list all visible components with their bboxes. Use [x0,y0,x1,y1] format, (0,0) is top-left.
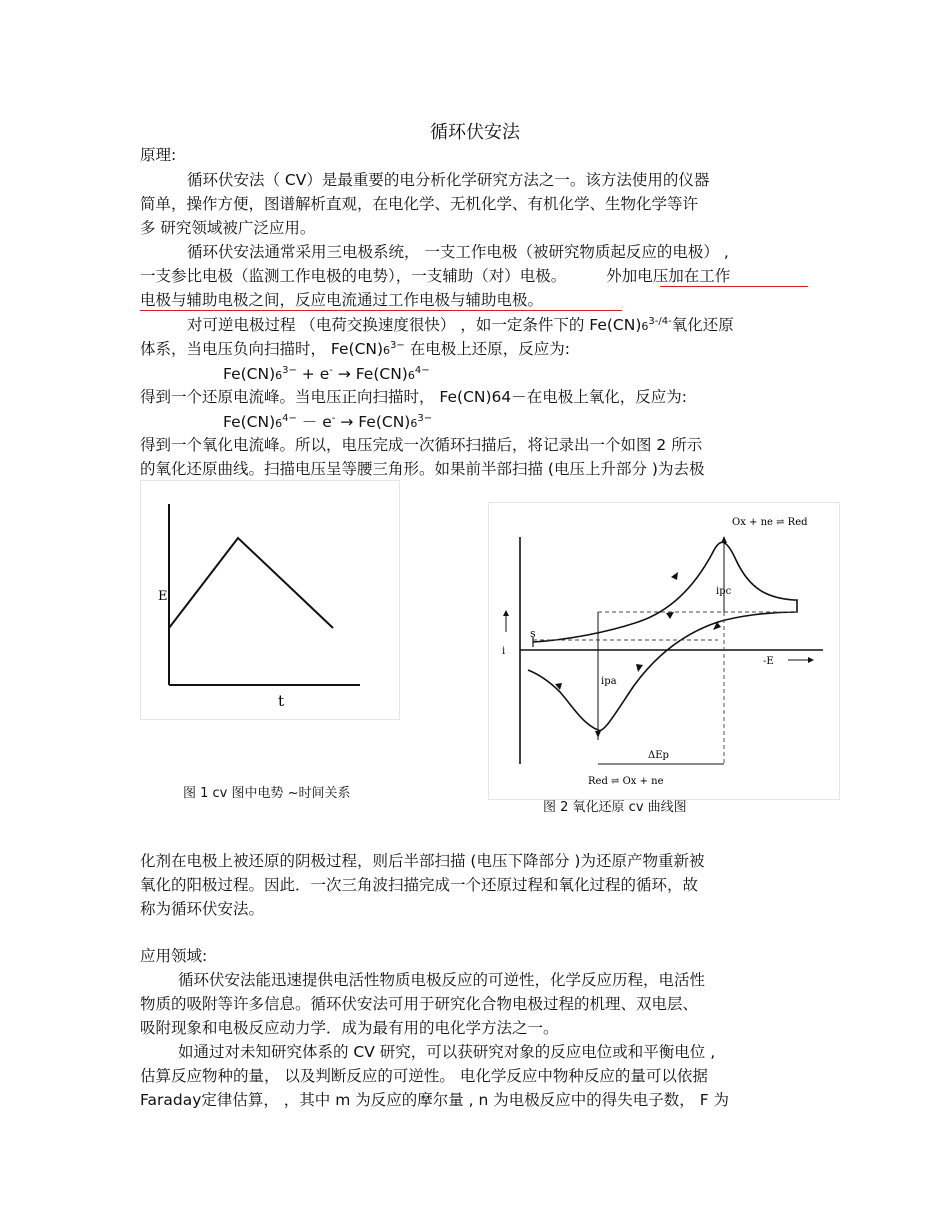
paragraph-line [140,266,730,286]
page-title: 循环伏安法 [430,122,520,143]
equation-reduction [223,364,430,386]
paragraph-line: 的氧化还原曲线。扫描电压呈等腰三角形。如果前半部扫描 (电压上升部分 )为去极 [140,460,705,478]
axis-label-e: E [158,589,168,604]
eq-text: － e [296,413,332,431]
eq-text: → Fe(CN) [335,413,411,431]
superscript: 3− [390,339,405,351]
paragraph-line: Faraday定律估算， ，其中 m 为反应的摩尔量 , n 为电极反应中的得失电子数， F 为 [140,1091,730,1109]
paragraph-line: 吸附现象和电极反应动力学．成为最有用的电化学方法之一。 [140,1019,559,1037]
peak-label-ipa: ipa [601,676,617,687]
subscript: 6 [641,320,649,333]
section-heading-principle: 原理: [140,146,177,164]
figure-1-caption: 图 1 cv 图中电势 ~时间关系 [183,786,351,801]
axis-label-i: i [502,646,506,657]
paragraph-text: 对可逆电极过程 （电荷交换速度很快） ，如一定条件下的 Fe(CN) [187,316,642,334]
start-label-s: s [530,627,536,640]
superscript: 3− [282,364,297,376]
paragraph-text: 在电极上还原，反应为: [404,340,570,358]
figure-2-caption: 图 2 氧化还原 cv 曲线图 [543,800,687,815]
paragraph-line: 简单，操作方便，图谱解析直观，在电化学、无机化学、有机化学、生物化学等许 [140,195,699,213]
paragraph-line: 得到一个氧化电流峰。所以，电压完成一次循环扫描后，将记录出一个如图 2 所示 [140,436,703,454]
triangle-waveform [169,538,333,628]
subscript: 6 [383,344,391,357]
paragraph-line: 物质的吸附等许多信息。循环伏安法可用于研究化合物电极过程的机理、双电层、 [140,995,699,1013]
figure-1-potential-time [140,480,400,720]
reaction-label-top: Ox + ne ⇌ Red [732,517,808,528]
superscript: - [331,412,336,424]
superscript: 3-/4- [648,315,672,327]
paragraph-line: 循环伏安法（ CV）是最重要的电分析化学研究方法之一。该方法使用的仪器 [187,171,710,189]
peak-label-ipc: ipc [716,586,732,597]
paragraph-line: 称为循环伏安法。 [140,900,265,918]
superscript: 3− [417,412,433,424]
equation-oxidation [223,412,432,434]
subscript: 6 [275,417,283,430]
paragraph-text: 一支参比电极（监测工作电极的电势），一支辅助（对）电极。 [140,267,567,285]
red-underline [660,286,808,287]
paragraph-line: 多 研究领域被广泛应用。 [140,219,316,237]
figure-2-cv-curve [488,502,840,800]
paragraph-line [187,315,734,337]
superscript: 4− [414,364,430,376]
paragraph-line: 得到一个还原电流峰。当电压正向扫描时， Fe(CN)64－在电极上氧化，反应为: [140,388,687,406]
paragraph-line: 如通过对未知研究体系的 CV 研究，可以获研究对象的反应电位或和平衡电位 , [178,1043,716,1061]
eq-text: + e [296,365,330,383]
reaction-label-bottom: Red ⇌ Ox + ne [588,776,664,787]
paragraph-text: 氧化还原 [671,316,734,334]
paragraph-text: 体系，当电压负向扫描时， Fe(CN) [140,340,384,358]
superscript: - [329,364,333,376]
delta-ep-label: ΔEp [648,750,669,761]
paragraph-line: 循环伏安法能迅速提供电活性物质电极反应的可逆性，化学反应历程，电活性 [178,971,706,989]
paragraph-line [140,339,570,361]
subscript: 6 [407,369,415,382]
paragraph-line: 估算反应物种的量， 以及判断反应的可逆性。 电化学反应中物种反应的量可以依据 [140,1067,708,1085]
cv-curve [528,542,797,730]
highlighted-text: 外加电压加在工作 [606,267,731,285]
superscript: 4− [282,412,297,424]
axis-label-minus-e: -E [763,656,774,667]
section-heading-application: 应用领域: [140,947,208,965]
eq-text: Fe(CN) [223,413,276,431]
red-underline [140,310,622,311]
highlighted-text: 电极与辅助电极之间，反应电流通过工作电极与辅助电极。 [140,291,544,309]
axis-label-t: t [278,692,285,710]
eq-text: → Fe(CN) [332,365,408,383]
paragraph-line: 循环伏安法通常采用三电极系统， 一支工作电极（被研究物质起反应的电极） , [187,243,729,261]
paragraph-line: 化剂在电极上被还原的阴极过程，则后半部扫描 (电压下降部分 )为还原产物重新被 [140,852,705,870]
subscript: 6 [410,417,418,430]
eq-text: Fe(CN) [223,365,276,383]
subscript: 6 [275,369,283,382]
paragraph-line: 氧化的阳极过程。因此．一次三角波扫描完成一个还原过程和氧化过程的循环，故 [140,876,699,894]
